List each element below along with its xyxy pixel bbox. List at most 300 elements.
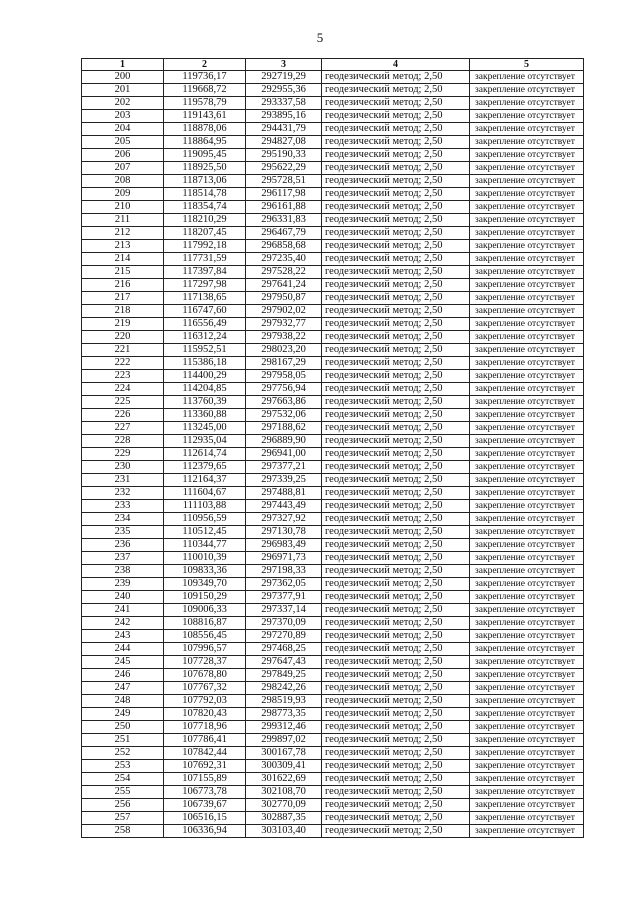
point-number-cell: 248 bbox=[82, 695, 164, 708]
point-number-cell: 240 bbox=[82, 591, 164, 604]
x-coordinate-cell: 112614,74 bbox=[164, 448, 246, 461]
method-accuracy-cell: геодезический метод; 2,50 bbox=[322, 435, 470, 448]
table-row bbox=[82, 71, 584, 84]
table-row bbox=[82, 370, 584, 383]
x-coordinate-cell: 109006,33 bbox=[164, 604, 246, 617]
fixation-description-cell: закрепление отсутствует bbox=[470, 643, 584, 656]
x-coordinate-cell: 116556,49 bbox=[164, 318, 246, 331]
method-accuracy-cell: геодезический метод; 2,50 bbox=[322, 110, 470, 123]
method-accuracy-cell: геодезический метод; 2,50 bbox=[322, 175, 470, 188]
fixation-description-cell: закрепление отсутствует bbox=[470, 253, 584, 266]
method-accuracy-cell: геодезический метод; 2,50 bbox=[322, 474, 470, 487]
fixation-description-cell: закрепление отсутствует bbox=[470, 149, 584, 162]
method-accuracy-cell: геодезический метод; 2,50 bbox=[322, 786, 470, 799]
x-coordinate-cell: 117731,59 bbox=[164, 253, 246, 266]
point-number-cell: 253 bbox=[82, 760, 164, 773]
fixation-description-cell: закрепление отсутствует bbox=[470, 734, 584, 747]
column-header-3: 3 bbox=[246, 59, 322, 71]
method-accuracy-cell: геодезический метод; 2,50 bbox=[322, 591, 470, 604]
point-number-cell: 218 bbox=[82, 305, 164, 318]
fixation-description-cell: закрепление отсутствует bbox=[470, 617, 584, 630]
table-row bbox=[82, 565, 584, 578]
method-accuracy-cell: геодезический метод; 2,50 bbox=[322, 682, 470, 695]
x-coordinate-cell: 109349,70 bbox=[164, 578, 246, 591]
x-coordinate-cell: 118514,78 bbox=[164, 188, 246, 201]
y-coordinate-cell: 297663,86 bbox=[246, 396, 322, 409]
fixation-description-cell: закрепление отсутствует bbox=[470, 71, 584, 84]
table-row bbox=[82, 721, 584, 734]
point-number-cell: 234 bbox=[82, 513, 164, 526]
table-row bbox=[82, 266, 584, 279]
point-number-cell: 204 bbox=[82, 123, 164, 136]
point-number-cell: 219 bbox=[82, 318, 164, 331]
point-number-cell: 232 bbox=[82, 487, 164, 500]
method-accuracy-cell: геодезический метод; 2,50 bbox=[322, 526, 470, 539]
x-coordinate-cell: 119095,45 bbox=[164, 149, 246, 162]
table-row bbox=[82, 292, 584, 305]
point-number-cell: 258 bbox=[82, 825, 164, 838]
point-number-cell: 201 bbox=[82, 84, 164, 97]
x-coordinate-cell: 118878,06 bbox=[164, 123, 246, 136]
fixation-description-cell: закрепление отсутствует bbox=[470, 539, 584, 552]
point-number-cell: 237 bbox=[82, 552, 164, 565]
x-coordinate-cell: 113360,88 bbox=[164, 409, 246, 422]
method-accuracy-cell: геодезический метод; 2,50 bbox=[322, 383, 470, 396]
y-coordinate-cell: 299897,02 bbox=[246, 734, 322, 747]
y-coordinate-cell: 297958,05 bbox=[246, 370, 322, 383]
point-number-cell: 243 bbox=[82, 630, 164, 643]
method-accuracy-cell: геодезический метод; 2,50 bbox=[322, 162, 470, 175]
point-number-cell: 250 bbox=[82, 721, 164, 734]
x-coordinate-cell: 116747,60 bbox=[164, 305, 246, 318]
y-coordinate-cell: 297932,77 bbox=[246, 318, 322, 331]
table-row bbox=[82, 786, 584, 799]
x-coordinate-cell: 109150,29 bbox=[164, 591, 246, 604]
point-number-cell: 215 bbox=[82, 266, 164, 279]
table-row bbox=[82, 110, 584, 123]
method-accuracy-cell: геодезический метод; 2,50 bbox=[322, 656, 470, 669]
y-coordinate-cell: 293337,58 bbox=[246, 97, 322, 110]
method-accuracy-cell: геодезический метод; 2,50 bbox=[322, 539, 470, 552]
y-coordinate-cell: 297198,33 bbox=[246, 565, 322, 578]
y-coordinate-cell: 299312,46 bbox=[246, 721, 322, 734]
fixation-description-cell: закрепление отсутствует bbox=[470, 201, 584, 214]
table-row bbox=[82, 773, 584, 786]
table-row bbox=[82, 175, 584, 188]
y-coordinate-cell: 300309,41 bbox=[246, 760, 322, 773]
x-coordinate-cell: 110956,59 bbox=[164, 513, 246, 526]
x-coordinate-cell: 110344,77 bbox=[164, 539, 246, 552]
table-row bbox=[82, 214, 584, 227]
table-row bbox=[82, 604, 584, 617]
method-accuracy-cell: геодезический метод; 2,50 bbox=[322, 747, 470, 760]
method-accuracy-cell: геодезический метод; 2,50 bbox=[322, 604, 470, 617]
y-coordinate-cell: 298519,93 bbox=[246, 695, 322, 708]
point-number-cell: 252 bbox=[82, 747, 164, 760]
point-number-cell: 257 bbox=[82, 812, 164, 825]
point-number-cell: 205 bbox=[82, 136, 164, 149]
y-coordinate-cell: 294827,08 bbox=[246, 136, 322, 149]
table-row bbox=[82, 84, 584, 97]
fixation-description-cell: закрепление отсутствует bbox=[470, 344, 584, 357]
column-header-1: 1 bbox=[82, 59, 164, 71]
x-coordinate-cell: 107996,57 bbox=[164, 643, 246, 656]
fixation-description-cell: закрепление отсутствует bbox=[470, 747, 584, 760]
table-row bbox=[82, 409, 584, 422]
table-row bbox=[82, 552, 584, 565]
table-row bbox=[82, 643, 584, 656]
method-accuracy-cell: геодезический метод; 2,50 bbox=[322, 253, 470, 266]
x-coordinate-cell: 117138,65 bbox=[164, 292, 246, 305]
y-coordinate-cell: 297938,22 bbox=[246, 331, 322, 344]
y-coordinate-cell: 297370,09 bbox=[246, 617, 322, 630]
fixation-description-cell: закрепление отсутствует bbox=[470, 461, 584, 474]
fixation-description-cell: закрепление отсутствует bbox=[470, 669, 584, 682]
point-number-cell: 229 bbox=[82, 448, 164, 461]
table-row bbox=[82, 734, 584, 747]
y-coordinate-cell: 297188,62 bbox=[246, 422, 322, 435]
column-header-4: 4 bbox=[322, 59, 470, 71]
point-number-cell: 216 bbox=[82, 279, 164, 292]
point-number-cell: 242 bbox=[82, 617, 164, 630]
table-row bbox=[82, 435, 584, 448]
fixation-description-cell: закрепление отсутствует bbox=[470, 825, 584, 838]
fixation-description-cell: закрепление отсутствует bbox=[470, 331, 584, 344]
page-number: 5 bbox=[316, 30, 324, 45]
fixation-description-cell: закрепление отсутствует bbox=[470, 188, 584, 201]
point-number-cell: 224 bbox=[82, 383, 164, 396]
fixation-description-cell: закрепление отсутствует bbox=[470, 695, 584, 708]
table-row bbox=[82, 422, 584, 435]
x-coordinate-cell: 119143,61 bbox=[164, 110, 246, 123]
x-coordinate-cell: 118207,45 bbox=[164, 227, 246, 240]
point-number-cell: 239 bbox=[82, 578, 164, 591]
method-accuracy-cell: геодезический метод; 2,50 bbox=[322, 344, 470, 357]
y-coordinate-cell: 296161,88 bbox=[246, 201, 322, 214]
x-coordinate-cell: 118354,74 bbox=[164, 201, 246, 214]
point-number-cell: 220 bbox=[82, 331, 164, 344]
point-number-cell: 245 bbox=[82, 656, 164, 669]
y-coordinate-cell: 297950,87 bbox=[246, 292, 322, 305]
method-accuracy-cell: геодезический метод; 2,50 bbox=[322, 240, 470, 253]
fixation-description-cell: закрепление отсутствует bbox=[470, 305, 584, 318]
x-coordinate-cell: 107842,44 bbox=[164, 747, 246, 760]
method-accuracy-cell: геодезический метод; 2,50 bbox=[322, 500, 470, 513]
fixation-description-cell: закрепление отсутствует bbox=[470, 396, 584, 409]
table-row bbox=[82, 825, 584, 838]
table-row bbox=[82, 201, 584, 214]
y-coordinate-cell: 297130,78 bbox=[246, 526, 322, 539]
method-accuracy-cell: геодезический метод; 2,50 bbox=[322, 188, 470, 201]
table-row bbox=[82, 669, 584, 682]
table-row bbox=[82, 526, 584, 539]
fixation-description-cell: закрепление отсутствует bbox=[470, 552, 584, 565]
column-header-5: 5 bbox=[470, 59, 584, 71]
x-coordinate-cell: 118864,95 bbox=[164, 136, 246, 149]
x-coordinate-cell: 110512,45 bbox=[164, 526, 246, 539]
x-coordinate-cell: 115952,51 bbox=[164, 344, 246, 357]
point-number-cell: 212 bbox=[82, 227, 164, 240]
table-row bbox=[82, 162, 584, 175]
method-accuracy-cell: геодезический метод; 2,50 bbox=[322, 617, 470, 630]
x-coordinate-cell: 116312,24 bbox=[164, 331, 246, 344]
point-number-cell: 222 bbox=[82, 357, 164, 370]
x-coordinate-cell: 111103,88 bbox=[164, 500, 246, 513]
x-coordinate-cell: 112935,04 bbox=[164, 435, 246, 448]
table-row bbox=[82, 513, 584, 526]
table-row bbox=[82, 474, 584, 487]
x-coordinate-cell: 106516,15 bbox=[164, 812, 246, 825]
table-row bbox=[82, 461, 584, 474]
x-coordinate-cell: 107820,43 bbox=[164, 708, 246, 721]
y-coordinate-cell: 297532,06 bbox=[246, 409, 322, 422]
fixation-description-cell: закрепление отсутствует bbox=[470, 565, 584, 578]
fixation-description-cell: закрепление отсутствует bbox=[470, 708, 584, 721]
y-coordinate-cell: 303103,40 bbox=[246, 825, 322, 838]
method-accuracy-cell: геодезический метод; 2,50 bbox=[322, 721, 470, 734]
fixation-description-cell: закрепление отсутствует bbox=[470, 357, 584, 370]
table-row bbox=[82, 318, 584, 331]
fixation-description-cell: закрепление отсутствует bbox=[470, 279, 584, 292]
fixation-description-cell: закрепление отсутствует bbox=[470, 786, 584, 799]
fixation-description-cell: закрепление отсутствует bbox=[470, 227, 584, 240]
method-accuracy-cell: геодезический метод; 2,50 bbox=[322, 331, 470, 344]
fixation-description-cell: закрепление отсутствует bbox=[470, 630, 584, 643]
y-coordinate-cell: 292719,29 bbox=[246, 71, 322, 84]
method-accuracy-cell: геодезический метод; 2,50 bbox=[322, 409, 470, 422]
y-coordinate-cell: 302770,09 bbox=[246, 799, 322, 812]
table-row bbox=[82, 630, 584, 643]
table-row bbox=[82, 682, 584, 695]
method-accuracy-cell: геодезический метод; 2,50 bbox=[322, 760, 470, 773]
table-row bbox=[82, 188, 584, 201]
fixation-description-cell: закрепление отсутствует bbox=[470, 799, 584, 812]
x-coordinate-cell: 112379,65 bbox=[164, 461, 246, 474]
y-coordinate-cell: 297377,91 bbox=[246, 591, 322, 604]
point-number-cell: 228 bbox=[82, 435, 164, 448]
fixation-description-cell: закрепление отсутствует bbox=[470, 448, 584, 461]
y-coordinate-cell: 297849,25 bbox=[246, 669, 322, 682]
point-number-cell: 208 bbox=[82, 175, 164, 188]
table-row bbox=[82, 695, 584, 708]
point-number-cell: 246 bbox=[82, 669, 164, 682]
x-coordinate-cell: 119668,72 bbox=[164, 84, 246, 97]
fixation-description-cell: закрепление отсутствует bbox=[470, 409, 584, 422]
y-coordinate-cell: 296971,73 bbox=[246, 552, 322, 565]
y-coordinate-cell: 292955,36 bbox=[246, 84, 322, 97]
method-accuracy-cell: геодезический метод; 2,50 bbox=[322, 578, 470, 591]
fixation-description-cell: закрепление отсутствует bbox=[470, 318, 584, 331]
table-row bbox=[82, 357, 584, 370]
x-coordinate-cell: 107728,37 bbox=[164, 656, 246, 669]
point-number-cell: 214 bbox=[82, 253, 164, 266]
point-number-cell: 221 bbox=[82, 344, 164, 357]
table-row bbox=[82, 253, 584, 266]
y-coordinate-cell: 297647,43 bbox=[246, 656, 322, 669]
point-number-cell: 251 bbox=[82, 734, 164, 747]
table-row bbox=[82, 396, 584, 409]
y-coordinate-cell: 295622,29 bbox=[246, 162, 322, 175]
x-coordinate-cell: 107786,41 bbox=[164, 734, 246, 747]
method-accuracy-cell: геодезический метод; 2,50 bbox=[322, 214, 470, 227]
x-coordinate-cell: 106336,94 bbox=[164, 825, 246, 838]
table-row bbox=[82, 227, 584, 240]
y-coordinate-cell: 296331,83 bbox=[246, 214, 322, 227]
point-number-cell: 217 bbox=[82, 292, 164, 305]
point-number-cell: 223 bbox=[82, 370, 164, 383]
y-coordinate-cell: 297377,21 bbox=[246, 461, 322, 474]
method-accuracy-cell: геодезический метод; 2,50 bbox=[322, 773, 470, 786]
method-accuracy-cell: геодезический метод; 2,50 bbox=[322, 812, 470, 825]
fixation-description-cell: закрепление отсутствует bbox=[470, 162, 584, 175]
fixation-description-cell: закрепление отсутствует bbox=[470, 773, 584, 786]
y-coordinate-cell: 296467,79 bbox=[246, 227, 322, 240]
x-coordinate-cell: 110010,39 bbox=[164, 552, 246, 565]
x-coordinate-cell: 107767,32 bbox=[164, 682, 246, 695]
x-coordinate-cell: 108556,45 bbox=[164, 630, 246, 643]
y-coordinate-cell: 297327,92 bbox=[246, 513, 322, 526]
x-coordinate-cell: 114204,85 bbox=[164, 383, 246, 396]
y-coordinate-cell: 297337,14 bbox=[246, 604, 322, 617]
fixation-description-cell: закрепление отсутствует bbox=[470, 812, 584, 825]
fixation-description-cell: закрепление отсутствует bbox=[470, 500, 584, 513]
table-row bbox=[82, 448, 584, 461]
y-coordinate-cell: 296941,00 bbox=[246, 448, 322, 461]
y-coordinate-cell: 297756,94 bbox=[246, 383, 322, 396]
fixation-description-cell: закрепление отсутствует bbox=[470, 370, 584, 383]
point-number-cell: 200 bbox=[82, 71, 164, 84]
fixation-description-cell: закрепление отсутствует bbox=[470, 604, 584, 617]
method-accuracy-cell: геодезический метод; 2,50 bbox=[322, 513, 470, 526]
fixation-description-cell: закрепление отсутствует bbox=[470, 513, 584, 526]
point-number-cell: 207 bbox=[82, 162, 164, 175]
point-number-cell: 249 bbox=[82, 708, 164, 721]
y-coordinate-cell: 296858,68 bbox=[246, 240, 322, 253]
method-accuracy-cell: геодезический метод; 2,50 bbox=[322, 708, 470, 721]
fixation-description-cell: закрепление отсутствует bbox=[470, 110, 584, 123]
x-coordinate-cell: 106739,67 bbox=[164, 799, 246, 812]
point-number-cell: 206 bbox=[82, 149, 164, 162]
fixation-description-cell: закрепление отсутствует bbox=[470, 474, 584, 487]
method-accuracy-cell: геодезический метод; 2,50 bbox=[322, 71, 470, 84]
y-coordinate-cell: 297528,22 bbox=[246, 266, 322, 279]
table-row bbox=[82, 578, 584, 591]
table-row bbox=[82, 760, 584, 773]
point-number-cell: 238 bbox=[82, 565, 164, 578]
method-accuracy-cell: геодезический метод; 2,50 bbox=[322, 552, 470, 565]
y-coordinate-cell: 296889,90 bbox=[246, 435, 322, 448]
method-accuracy-cell: геодезический метод; 2,50 bbox=[322, 487, 470, 500]
table-body bbox=[82, 71, 584, 838]
x-coordinate-cell: 117297,98 bbox=[164, 279, 246, 292]
y-coordinate-cell: 300167,78 bbox=[246, 747, 322, 760]
table-row bbox=[82, 344, 584, 357]
method-accuracy-cell: геодезический метод; 2,50 bbox=[322, 136, 470, 149]
y-coordinate-cell: 297902,02 bbox=[246, 305, 322, 318]
point-number-cell: 226 bbox=[82, 409, 164, 422]
x-coordinate-cell: 112164,37 bbox=[164, 474, 246, 487]
x-coordinate-cell: 113760,39 bbox=[164, 396, 246, 409]
fixation-description-cell: закрепление отсутствует bbox=[470, 266, 584, 279]
method-accuracy-cell: геодезический метод; 2,50 bbox=[322, 97, 470, 110]
method-accuracy-cell: геодезический метод; 2,50 bbox=[322, 734, 470, 747]
point-number-cell: 211 bbox=[82, 214, 164, 227]
y-coordinate-cell: 297488,81 bbox=[246, 487, 322, 500]
table-row bbox=[82, 97, 584, 110]
x-coordinate-cell: 107155,89 bbox=[164, 773, 246, 786]
table-row bbox=[82, 591, 584, 604]
point-number-cell: 244 bbox=[82, 643, 164, 656]
x-coordinate-cell: 115386,18 bbox=[164, 357, 246, 370]
point-number-cell: 255 bbox=[82, 786, 164, 799]
method-accuracy-cell: геодезический метод; 2,50 bbox=[322, 448, 470, 461]
coordinates-table bbox=[81, 58, 584, 838]
x-coordinate-cell: 119736,17 bbox=[164, 71, 246, 84]
fixation-description-cell: закрепление отсутствует bbox=[470, 383, 584, 396]
method-accuracy-cell: геодезический метод; 2,50 bbox=[322, 370, 470, 383]
point-number-cell: 235 bbox=[82, 526, 164, 539]
fixation-description-cell: закрепление отсутствует bbox=[470, 578, 584, 591]
point-number-cell: 241 bbox=[82, 604, 164, 617]
method-accuracy-cell: геодезический метод; 2,50 bbox=[322, 318, 470, 331]
x-coordinate-cell: 111604,67 bbox=[164, 487, 246, 500]
x-coordinate-cell: 117992,18 bbox=[164, 240, 246, 253]
point-number-cell: 225 bbox=[82, 396, 164, 409]
fixation-description-cell: закрепление отсутствует bbox=[470, 422, 584, 435]
table-row bbox=[82, 136, 584, 149]
point-number-cell: 202 bbox=[82, 97, 164, 110]
method-accuracy-cell: геодезический метод; 2,50 bbox=[322, 292, 470, 305]
point-number-cell: 203 bbox=[82, 110, 164, 123]
y-coordinate-cell: 297339,25 bbox=[246, 474, 322, 487]
point-number-cell: 210 bbox=[82, 201, 164, 214]
x-coordinate-cell: 107792,03 bbox=[164, 695, 246, 708]
fixation-description-cell: закрепление отсутствует bbox=[470, 240, 584, 253]
table-row bbox=[82, 617, 584, 630]
table-row bbox=[82, 331, 584, 344]
method-accuracy-cell: геодезический метод; 2,50 bbox=[322, 357, 470, 370]
method-accuracy-cell: геодезический метод; 2,50 bbox=[322, 201, 470, 214]
x-coordinate-cell: 107678,80 bbox=[164, 669, 246, 682]
y-coordinate-cell: 301622,69 bbox=[246, 773, 322, 786]
method-accuracy-cell: геодезический метод; 2,50 bbox=[322, 643, 470, 656]
table-row bbox=[82, 123, 584, 136]
y-coordinate-cell: 297641,24 bbox=[246, 279, 322, 292]
fixation-description-cell: закрепление отсутствует bbox=[470, 526, 584, 539]
method-accuracy-cell: геодезический метод; 2,50 bbox=[322, 123, 470, 136]
y-coordinate-cell: 298773,35 bbox=[246, 708, 322, 721]
method-accuracy-cell: геодезический метод; 2,50 bbox=[322, 422, 470, 435]
y-coordinate-cell: 298167,29 bbox=[246, 357, 322, 370]
point-number-cell: 227 bbox=[82, 422, 164, 435]
method-accuracy-cell: геодезический метод; 2,50 bbox=[322, 695, 470, 708]
point-number-cell: 236 bbox=[82, 539, 164, 552]
point-number-cell: 247 bbox=[82, 682, 164, 695]
y-coordinate-cell: 298242,26 bbox=[246, 682, 322, 695]
x-coordinate-cell: 109833,36 bbox=[164, 565, 246, 578]
table-row bbox=[82, 656, 584, 669]
fixation-description-cell: закрепление отсутствует bbox=[470, 84, 584, 97]
table-row bbox=[82, 240, 584, 253]
method-accuracy-cell: геодезический метод; 2,50 bbox=[322, 565, 470, 578]
table-row bbox=[82, 305, 584, 318]
x-coordinate-cell: 108816,87 bbox=[164, 617, 246, 630]
method-accuracy-cell: геодезический метод; 2,50 bbox=[322, 279, 470, 292]
fixation-description-cell: закрепление отсутствует bbox=[470, 136, 584, 149]
y-coordinate-cell: 293895,16 bbox=[246, 110, 322, 123]
fixation-description-cell: закрепление отсутствует bbox=[470, 721, 584, 734]
y-coordinate-cell: 294431,79 bbox=[246, 123, 322, 136]
